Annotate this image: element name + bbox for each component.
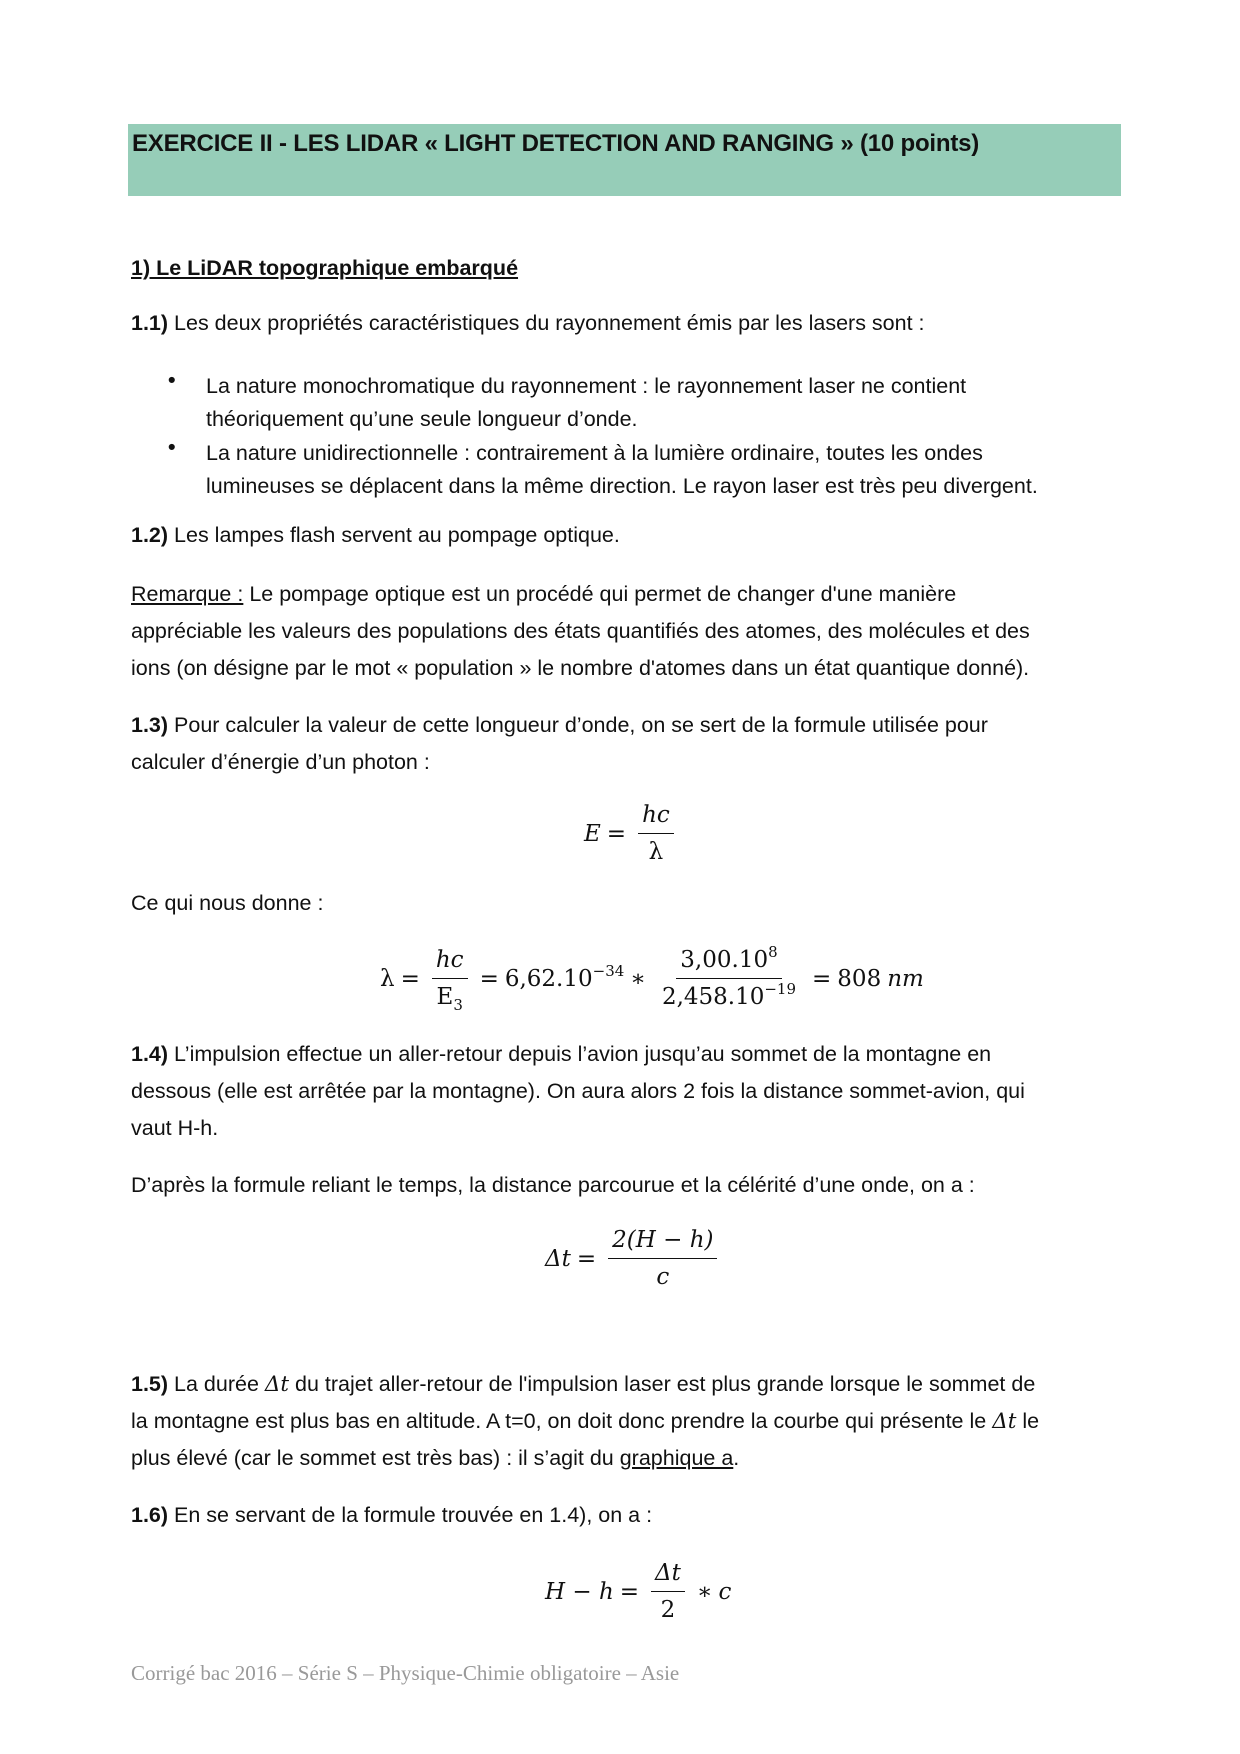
bullet-line: La nature unidirectionnelle : contrairement à la lumière ordinaire, toutes les ondes — [206, 441, 983, 465]
question-label: 1.2) — [131, 523, 169, 547]
eq-sign: = — [812, 965, 832, 992]
remark-line: appréciable les valeurs des populations des états quantifiés des atomes, des molécules et des — [131, 619, 1030, 643]
delta-t-symbol: Δt — [992, 1409, 1017, 1434]
eq-fraction — [432, 945, 468, 1012]
eq-fraction — [658, 945, 800, 1012]
question-line: vaut H-h. — [131, 1116, 219, 1140]
eq-lhs: E — [584, 820, 601, 847]
eq-coefficient — [504, 961, 625, 992]
delta-t-symbol: Δt — [264, 1372, 290, 1397]
question-1-3 — [131, 707, 1121, 781]
eq-den-sub: 3 — [453, 996, 463, 1014]
bullet-line: La nature monochromatique du rayonnement : le rayonnement laser ne contient — [206, 374, 967, 398]
eq-sign: = — [400, 965, 420, 992]
bullet-line: théoriquement qu’une seule longueur d’onde. — [206, 407, 638, 431]
eq-denominator: λ — [648, 839, 664, 865]
eq-fraction — [651, 1558, 685, 1625]
eq-den-exp: −19 — [764, 980, 797, 998]
page-footer: Corrigé bac 2016 – Série S – Physique-Chimie obligatoire – Asie — [131, 1661, 680, 1685]
remark-line: Le pompage optique est un procédé qui permet de changer d'une manière — [243, 582, 957, 606]
equation-energy — [584, 800, 680, 867]
question-1-6 — [131, 1497, 1121, 1534]
eq-lhs: Δt — [545, 1245, 571, 1272]
question-1-2 — [131, 517, 1121, 554]
question-1-1 — [131, 305, 1121, 342]
question-1-4 — [131, 1036, 1121, 1147]
eq-numerator — [676, 945, 781, 979]
eq-times: ∗ — [630, 965, 646, 992]
eq-sign: = — [479, 965, 499, 992]
equation-wavelength — [380, 945, 924, 1012]
title-banner — [128, 124, 1121, 196]
question-text: la montagne est plus bas en altitude. A t=0, on doit donc prendre la courbe qui présente le — [131, 1409, 993, 1433]
question-line: Pour calculer la valeur de cette longueur d’onde, on se sert de la formule utilisée pour — [168, 713, 988, 737]
eq-denominator: 2 — [660, 1597, 676, 1623]
eq-coef-exp: −34 — [592, 961, 625, 980]
question-1-5 — [131, 1366, 1121, 1477]
exercise-title: EXERCICE II - LES LIDAR « LIGHT DETECTION AND RANGING » (10 points) — [132, 130, 980, 157]
question-line: calculer d’énergie d’un photon : — [131, 750, 430, 774]
eq-lhs: H − h — [545, 1578, 614, 1605]
question-label: 1.1) — [131, 311, 169, 335]
question-label: 1.5) — [131, 1372, 169, 1396]
equation-height — [545, 1558, 731, 1625]
equation-delta-t — [545, 1225, 723, 1292]
question-line: dessous (elle est arrêtée par la montagne). On aura alors 2 fois la distance sommet-avion, qui — [131, 1079, 1025, 1103]
eq-den-base: E — [436, 984, 454, 1010]
question-label: 1.3) — [131, 713, 169, 737]
formula-intro: D’après la formule reliant le temps, la distance parcourue et la célérité d’une onde, on a : — [131, 1173, 975, 1197]
eq-den-base: 2,458.10 — [661, 984, 765, 1010]
question-text: En se servant de la formule trouvée en 1.4), on a : — [168, 1503, 653, 1527]
eq-result: 808 — [837, 965, 882, 992]
eq-numerator: Δt — [651, 1558, 685, 1592]
eq-denominator: c — [656, 1264, 670, 1290]
eq-sign: = — [576, 1245, 597, 1272]
eq-numerator: 2(H − h) — [608, 1225, 717, 1259]
eq-coef-base: 6,62.10 — [504, 965, 593, 992]
bullet-icon: • — [168, 435, 176, 459]
eq-denominator — [433, 979, 467, 1012]
bullet-line: lumineuses se déplacent dans la même direction. Le rayon laser est très peu divergent. — [206, 474, 1038, 498]
eq-unit: nm — [887, 965, 924, 992]
eq-numerator: hc — [432, 945, 468, 979]
question-text: Les deux propriétés caractéristiques du rayonnement émis par les lasers sont : — [168, 311, 925, 335]
question-text: . — [733, 1446, 740, 1470]
remark-line: ions (on désigne par le mot « population » le nombre d'atomes dans un état quantique donné). — [131, 656, 1030, 680]
question-text: du trajet aller-retour de l'impulsion laser est plus grande lorsque le sommet de — [289, 1372, 1036, 1396]
question-text: le — [1016, 1409, 1040, 1433]
question-label: 1.4) — [131, 1042, 169, 1066]
question-text: La durée — [168, 1372, 265, 1396]
eq-denominator — [658, 979, 800, 1012]
question-text: plus élevé (car le sommet est très bas) : il s’agit du — [131, 1446, 620, 1470]
question-label: 1.6) — [131, 1503, 169, 1527]
eq-times: ∗ — [696, 1578, 713, 1605]
eq-numerator: hc — [638, 800, 674, 834]
question-line: L’impulsion effectue un aller-retour depuis l’avion jusqu’au sommet de la montagne en — [168, 1042, 992, 1066]
remark-paragraph — [131, 576, 1121, 687]
graph-reference: graphique a — [619, 1446, 734, 1470]
section-heading: 1) Le LiDAR topographique embarqué — [131, 256, 519, 280]
eq-fraction — [638, 800, 674, 867]
eq-num-base: 3,00.10 — [680, 947, 769, 973]
question-text: Les lampes flash servent au pompage optique. — [168, 523, 620, 547]
eq-num-exp: 8 — [768, 943, 778, 961]
eq-fraction — [608, 1225, 717, 1292]
eq-lhs: λ — [380, 965, 395, 992]
remark-label: Remarque : — [131, 582, 244, 606]
bullet-item-1 — [206, 370, 1126, 436]
eq-sign: = — [606, 820, 627, 847]
eq-rhs: c — [718, 1578, 732, 1605]
bullet-icon: • — [168, 368, 176, 392]
result-intro: Ce qui nous donne : — [131, 891, 324, 915]
eq-sign: = — [619, 1578, 640, 1605]
bullet-item-2 — [206, 437, 1126, 503]
